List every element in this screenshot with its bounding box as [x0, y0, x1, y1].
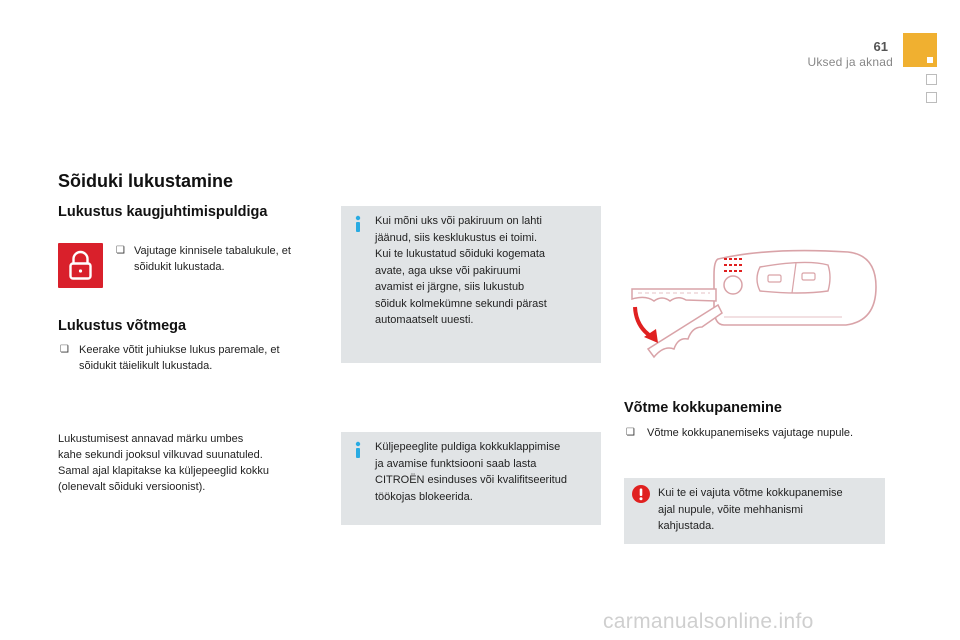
info-text-line: töökojas blokeerida.	[375, 490, 473, 503]
folding-key-illustration	[620, 245, 882, 370]
info-text-line: automaatselt uuesti.	[375, 314, 474, 326]
page-number: 61	[873, 39, 888, 54]
info-text-line: ja avamise funktsiooni saab lasta	[375, 457, 537, 470]
signal-text-line: (olenevalt sõiduki versioonist).	[58, 481, 206, 493]
signal-text-line: Samal ajal klapitakse ka küljepeeglid kokku	[58, 465, 269, 477]
remote-lock-heading: Lukustus kaugjuhtimispuldiga	[58, 204, 268, 220]
key-lock-heading: Lukustus võtmega	[58, 318, 187, 334]
footer-watermark[interactable]: carmanualsonline.info	[603, 610, 814, 633]
remote-instruction-line: sõidukit lukustada.	[134, 261, 225, 273]
info-text-line: sõiduk kolmekümne sekundi pärast	[375, 297, 547, 310]
signal-text-line: Lukustumisest annavad märku umbes	[58, 433, 244, 445]
info-box-central-locking	[341, 206, 601, 363]
chapter-tab-active[interactable]	[903, 33, 937, 67]
chapter-tab[interactable]	[926, 74, 937, 85]
info-text-line: CITROËN esinduses või kvalifitseeritud	[375, 474, 567, 486]
remote-instruction-line: Vajutage kinnisele tabalukule, et	[134, 245, 291, 257]
bullet-icon: ❏	[116, 245, 125, 256]
warning-box	[624, 478, 885, 544]
info-text-line: jäänud, siis kesklukustus ei toimi.	[375, 231, 538, 244]
lock-icon	[58, 243, 103, 288]
bullet-icon: ❏	[60, 344, 69, 355]
info-text-line: Kui te lukustatud sõiduki kogemata	[375, 248, 545, 260]
chapter-tab[interactable]	[926, 92, 937, 103]
fold-key-heading: Võtme kokkupanemine	[624, 400, 782, 416]
info-text-line: avamist ei järgne, siis lukustub	[375, 281, 525, 293]
info-text-line: Kui mõni uks või pakiruum on lahti	[375, 215, 542, 227]
info-box-mirror-folding	[341, 432, 601, 525]
warning-text-line: Kui te ei vajuta võtme kokkupanemise	[658, 487, 843, 499]
key-instruction-line: sõidukit täielikult lukustada.	[79, 360, 213, 372]
warning-text-line: ajal nupule, võite mehhanismi	[658, 503, 803, 516]
info-text-line: Küljepeeglite puldiga kokkuklappimise	[375, 441, 561, 453]
fold-key-instruction: Võtme kokkupanemiseks vajutage nupule.	[647, 427, 854, 439]
info-icon	[351, 215, 365, 233]
info-text-line: avate, aga ukse või pakiruumi	[375, 264, 521, 277]
info-icon	[351, 441, 365, 459]
page-title: Sõiduki lukustamine	[58, 171, 234, 191]
signal-text-line: kahe sekundi jooksul vilkuvad suunatuled.	[58, 449, 263, 461]
chapter-title: Uksed ja aknad	[807, 55, 893, 69]
warning-icon	[632, 485, 650, 503]
key-instruction-line: Keerake võtit juhiukse lukus paremale, et	[79, 344, 280, 356]
warning-text-line: kahjustada.	[658, 520, 715, 532]
bullet-icon: ❏	[626, 427, 635, 438]
